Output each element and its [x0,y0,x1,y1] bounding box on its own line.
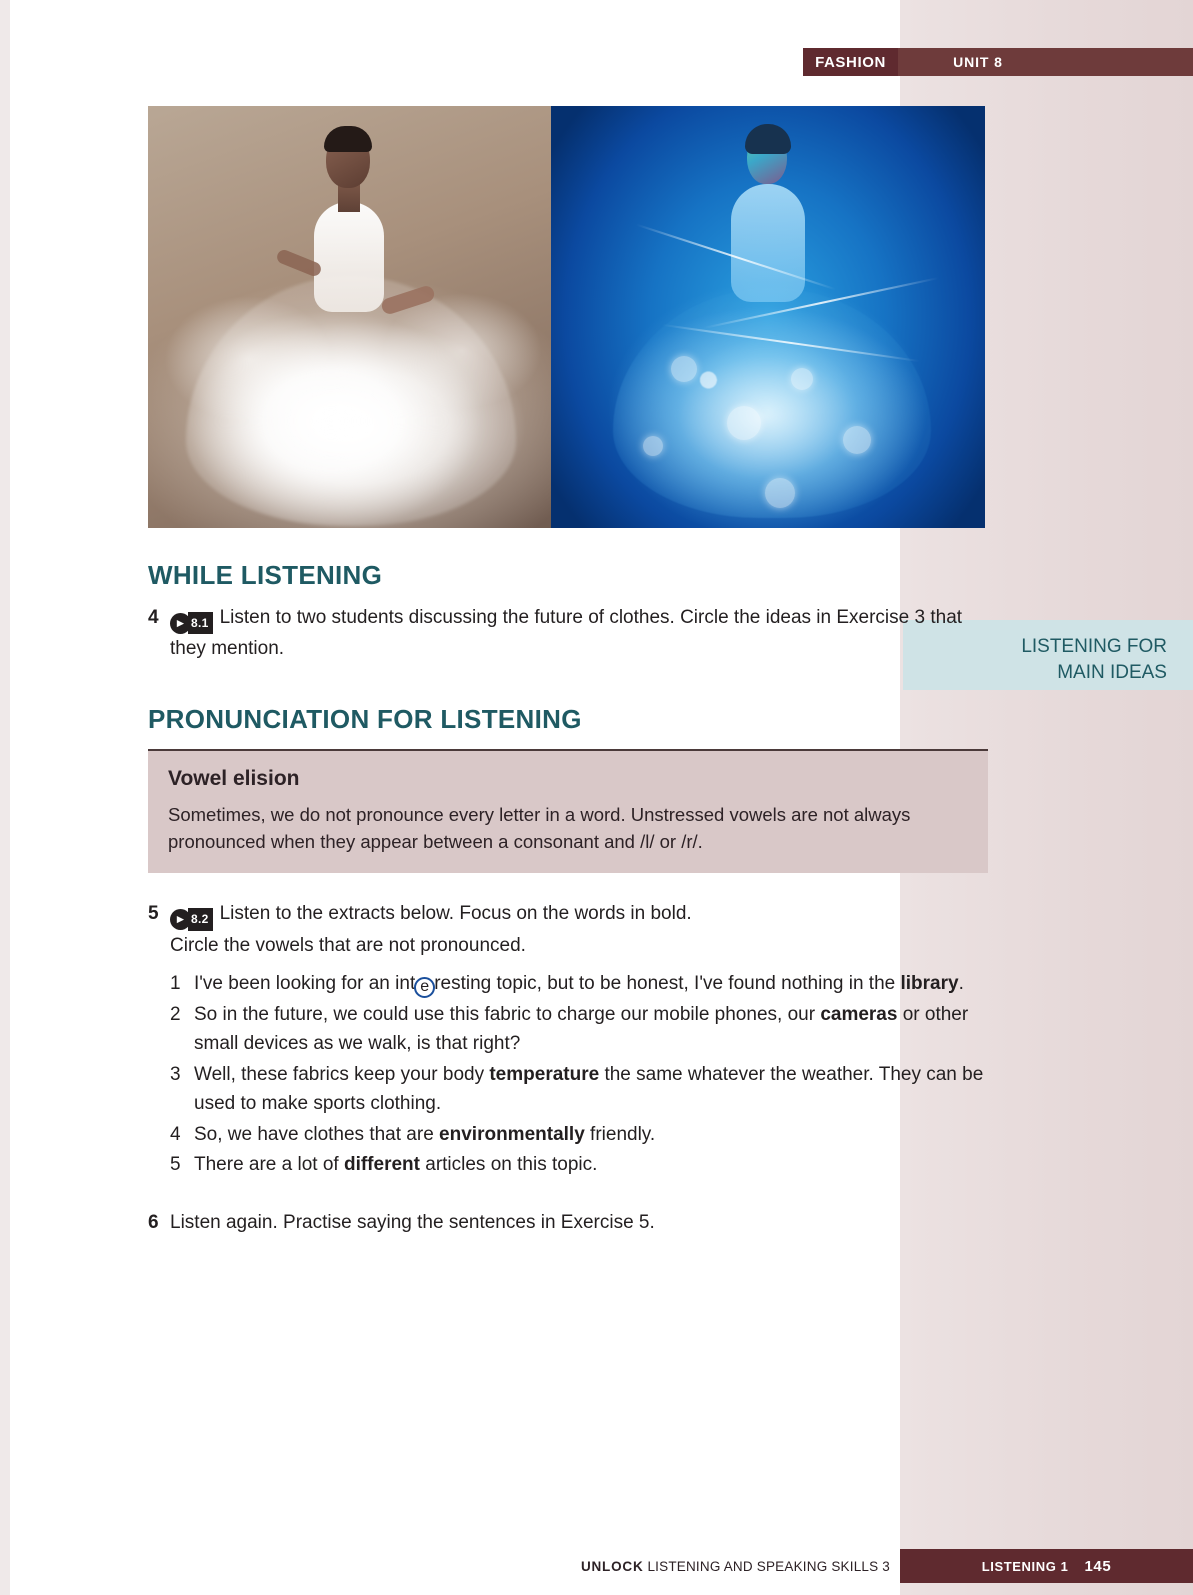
exercise-4-text: Listen to two students discussing the future of clothes. Circle the ideas in Exercise 3 that they mention. [170,607,963,660]
pronunciation-box [148,749,988,874]
list-item-text-mid: resting topic, but to be honest, I've found nothing in the [434,973,901,995]
photo-blue-dress-light [727,406,761,440]
list-item-text-pre: So, we have clothes that are [194,1123,440,1145]
audio-chip-8-1[interactable] [170,612,213,635]
exercise-5-number: 5 [148,903,159,925]
list-item-text-pre: I've been looking for an int [194,973,416,995]
exercise-6-number: 6 [148,1212,159,1234]
list-item-text-post: . [958,973,964,995]
footer-series: LISTENING AND SPEAKING SKILLS 3 [647,1559,890,1574]
photo-blue-dress-light [643,436,663,456]
list-item-number: 2 [170,1004,181,1026]
list-item-text-post: friendly. [584,1123,656,1145]
exercise-5-item-list [170,970,988,1180]
footer-brand: UNLOCK [580,1559,644,1574]
pronunciation-box-heading: Vowel elision [168,766,300,790]
pronunciation-box-body: Sometimes, we do not pronounce every letter in a word. Unstressed vowels are not always pronounced when they appear between a consonant and /l/ or /r/. [168,803,911,853]
list-item-bold-word: environmentally [439,1123,585,1145]
side-label-line2: MAIN IDEAS [1057,661,1167,683]
list-item-bold-word: different [343,1154,420,1176]
speaker-icon: ► [170,613,191,634]
list-item-text [194,970,988,999]
exercise-5-instruction-line1: Listen to the extracts below. Focus on the words in bold. [219,903,692,925]
exercise-5 [148,899,988,1182]
section-heading-while-listening: WHILE LISTENING [148,560,383,590]
speaker-icon: ► [170,909,191,930]
list-item-number: 5 [170,1154,181,1176]
photo-white-dress-skirt [186,276,516,526]
exercise-4-number: 4 [148,607,159,628]
list-item-bold-word: temperature [489,1063,600,1085]
photo-blue-dress [551,106,985,528]
list-item-text-post: articles on this topic. [419,1154,598,1176]
list-item-text [194,1001,988,1059]
footer-page-bar [900,1549,1193,1583]
list-item-bold-word: cameras [820,1004,898,1026]
list-item-text [194,1151,988,1180]
photo-white-dress [148,106,551,528]
exercise-4 [148,603,988,664]
list-item [170,1151,988,1180]
exercise-5-body [170,899,988,1182]
list-item-text-pre: So in the future, we could use this fabric to charge our mobile phones, our [194,1004,821,1026]
photo-blue-dress-light [765,478,795,508]
header-unit-label: UNIT 8 [953,54,1003,70]
list-item [170,970,988,999]
list-item-text-post: or other small devices as we walk, is that right? [194,1004,969,1054]
footer-section-label: LISTENING 1 [981,1558,1069,1574]
track-number-label: 8.2 [188,908,213,931]
side-label-line1: LISTENING FOR [1021,636,1167,657]
exercise-6-text: Listen again. Practise saying the sentences in Exercise 5. [170,1212,655,1234]
page-footer [0,1549,1193,1595]
audio-chip-8-2[interactable] [170,908,213,931]
photo-blue-dress-light [671,356,697,382]
photo-band [148,106,985,528]
photo-blue-dress-light [843,426,871,454]
photo-blue-dress-light [791,368,813,390]
list-item-text-post: the same whatever the weather. They can be used to make sports clothing. [194,1063,984,1114]
circled-vowel: e [414,977,435,998]
list-item [170,1061,988,1119]
list-item-text-pre: Well, these fabrics keep your body [194,1063,490,1085]
section-heading-pronunciation-for-listening: PRONUNCIATION FOR LISTENING [148,703,582,734]
header-unit-band [898,48,1193,76]
list-item [170,1121,988,1150]
footer-series-text [581,1559,890,1574]
exercise-6 [148,1208,988,1237]
footer-page-number: 145 [1084,1557,1112,1575]
list-item-text [194,1121,988,1150]
list-item-text [194,1061,988,1119]
exercise-4-body [170,603,988,664]
list-item [170,1001,988,1059]
list-item-text-pre: There are a lot of [194,1154,344,1176]
list-item-number: 3 [170,1063,181,1085]
list-item-bold-word: library [900,973,959,995]
page-left-edge [0,0,10,1595]
page-header [803,48,1193,76]
photo-white-dress-hair [324,126,372,152]
photo-blue-dress-bodice [731,184,805,302]
header-tab-fashion: FASHION [803,48,898,76]
list-item-number: 1 [170,973,181,995]
page-content [148,560,988,1238]
photo-white-dress-bodice [314,202,384,312]
list-item-number: 4 [170,1123,181,1145]
track-number-label: 8.1 [188,612,213,635]
photo-blue-dress-hair [745,124,791,154]
exercise-5-instruction-line2: Circle the vowels that are not pronounced. [170,934,526,956]
